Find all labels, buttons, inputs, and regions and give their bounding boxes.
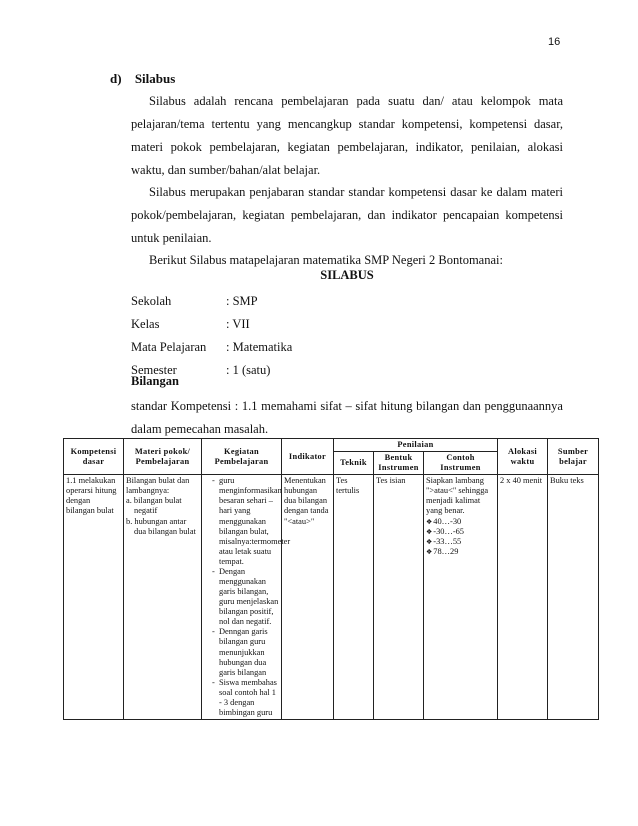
cell-contoh: Siapkan lambang ">atau<" sehingga menjadi kalimat yang benar. ❖ 40…-30 ❖ -30…-65 ❖ -33…55 ❖ 78…29 <box>424 475 498 720</box>
header-penilaian: Penilaian <box>334 439 498 452</box>
cell-kompetensi-dasar: 1.1 melakukan operarsi hitung dengan bilangan bulat <box>64 475 124 720</box>
cell-kegiatan <box>202 475 291 720</box>
cell-teknik: Tes tertulis <box>334 475 374 720</box>
topic-heading: Bilangan <box>131 374 179 388</box>
silabus-title: SILABUS <box>320 268 374 282</box>
list-item: - Denngan garis bilangan guru menunjukkan hubungan dua garis bilangan <box>212 627 279 677</box>
standar-kompetensi: standar Kompetensi : 1.1 memahami sifat – sifat hitung bilangan dan penggunaannya dalam pemecahan masalah. <box>131 399 563 436</box>
cell-indikator: Menentukan hubungan dua bilangan dengan tanda "<atau>" <box>282 475 334 720</box>
header-kegiatan: Kegiatan Pembelajaran <box>202 439 282 475</box>
cell-bentuk: Tes isian <box>374 475 424 720</box>
list-item: - Dengan menggunakan garis bilangan, guru menjelaskan bilangan positif, nol dan negatif. <box>212 567 279 627</box>
paragraph-explanation: Silabus merupakan penjabaran standar standar kompetensi dasar ke dalam materi pokok/pembelajaran, kegiatan pembelajaran, dan indikator pencapaian kompetensi untuk penilaian. <box>131 185 563 245</box>
cell-alokasi: 2 x 40 menit <box>498 475 548 720</box>
section-title: Silabus <box>134 71 176 86</box>
list-item: - Siswa membahas soal contoh hal 1 - 3 dengan bimbingan guru <box>212 678 279 718</box>
header-kompetensi-dasar: Kompetensi dasar <box>64 439 124 475</box>
header-indikator: Indikator <box>282 439 334 475</box>
paragraph-intro: Berikut Silabus matapelajaran matematika SMP Negeri 2 Bontomanai: <box>149 253 503 267</box>
header-bentuk: Bentuk Instrumen <box>374 452 424 475</box>
page-number: 16 <box>548 36 561 48</box>
list-item: - guru menginformasikan besaran sehari – hari yang menggunakan bilangan bulat, misalnya:termometer atau letak suatu tempat. <box>212 476 279 567</box>
silabus-table <box>63 438 599 720</box>
header-teknik: Teknik <box>334 452 374 475</box>
header-contoh: Contoh Instrumen <box>424 452 498 475</box>
list-item: ❖ 78…29 <box>426 547 495 557</box>
list-item: ❖ -33…55 <box>426 537 495 547</box>
header-sumber: Sumber belajar <box>548 439 599 475</box>
header-alokasi: Alokasi waktu <box>498 439 548 475</box>
list-item: ❖ -30…-65 <box>426 527 495 537</box>
table-row <box>64 475 599 720</box>
cell-materi: Bilangan bulat dan lambangnya: a. bilangan bulat negatif b. hubungan antar dua bilangan bulat <box>124 475 202 720</box>
section-label: d) <box>110 71 122 86</box>
paragraph-definition: Silabus adalah rencana pembelajaran pada suatu dan/ atau kelompok mata pelajaran/tema tertentu yang mencangkup standar kompetensi, kompetensi dasar, materi pokok pembelajaran, kegiatan pembelajaran, indikator, penilaian, alokasi waktu, dan sumber/bahan/alat belajar. <box>131 94 563 177</box>
list-item: ❖ 40…-30 <box>426 517 495 527</box>
section-heading <box>110 71 175 87</box>
header-materi: Materi pokok/ Pembelajaran <box>124 439 202 475</box>
cell-sumber: Buku teks <box>548 475 599 720</box>
